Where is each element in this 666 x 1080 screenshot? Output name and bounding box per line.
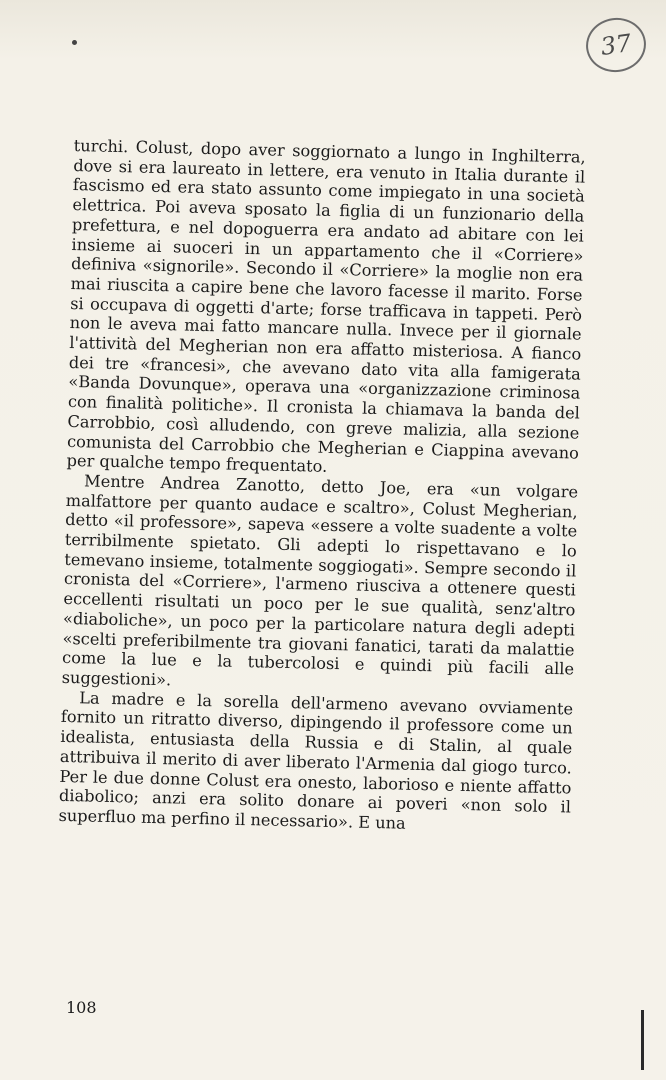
paragraph-2: Mentre Andrea Zanotto, detto Joe, era «un volgare malfattore per quanto audace e scaltro», Colust Megherian, detto «il professore», sapeva «essere a volte suadente a volte terribilmente spietato. Gli adepti lo rispettavano e lo temevano insieme, totalmente soggiogati». Sempre secondo il cronista del «Corriere», l'armeno riusciva a ottenere questi eccellenti risultati un poco per le sue qualità, senz'altro «diaboliche», un poco per la particolare natura degli adepti «scelti preferibilmente tra giovani fanatici, tarati da malattie come la lue e la tubercolosi e quindi più facili alle suggestioni». [61,471,579,690]
page-number: 108 [66,998,97,1017]
body-text [58,136,586,837]
stamp-number: 37 [598,29,634,61]
archive-stamp [583,14,650,76]
paragraph-3: La madre e la sorella dell'armeno avevano ovviamente fornito un ritratto diverso, dipingendo il professore come un idealista, entusiasta della Russia e di Stalin, al quale attribuiva il merito di aver liberato l'Armenia dal giogo turco. Per le due donne Colust era onesto, laborioso e niente affatto diabolico; anzi era solito donare ai poveri «non solo il superfluo ma perfino il necessario». E una [58,687,574,833]
page-edge-mark [641,1010,644,1070]
paragraph-1: turchi. Colust, dopo aver soggiornato a lungo in Inghilterra, dove si era laureato in lettere, era venuto in Italia durante il fascismo ed era stato assunto come impiegato in una società elettrica. Poi aveva sposato la figlia di un funzionario della prefettura, e nel dopoguerra era andato ad abitare con lei insieme ai suoceri in un appartamento che il «Corriere» definiva «signorile». Secondo il «Corriere» la moglie non era mai riuscita a capire bene che lavoro facesse il marito. Forse si occupava di oggetti d'arte; forse trafficava in tappeti. Però non le aveva mai fatto mancare nulla. Invece per il giornale l'attività del Megherian non era affatto misteriosa. A fianco dei tre «francesi», che avevano dato vita alla famigerata «Banda Dovunque», operava una «organizzazione criminosa con finalità politiche». Il cronista la chiamava la banda del Carrobbio, così alludendo, con greve malizia, alla sezione comunista del Carrobbio che Megherian e Ciappina avevano per qualche tempo frequentato. [66,136,586,477]
ink-dot [72,40,77,45]
